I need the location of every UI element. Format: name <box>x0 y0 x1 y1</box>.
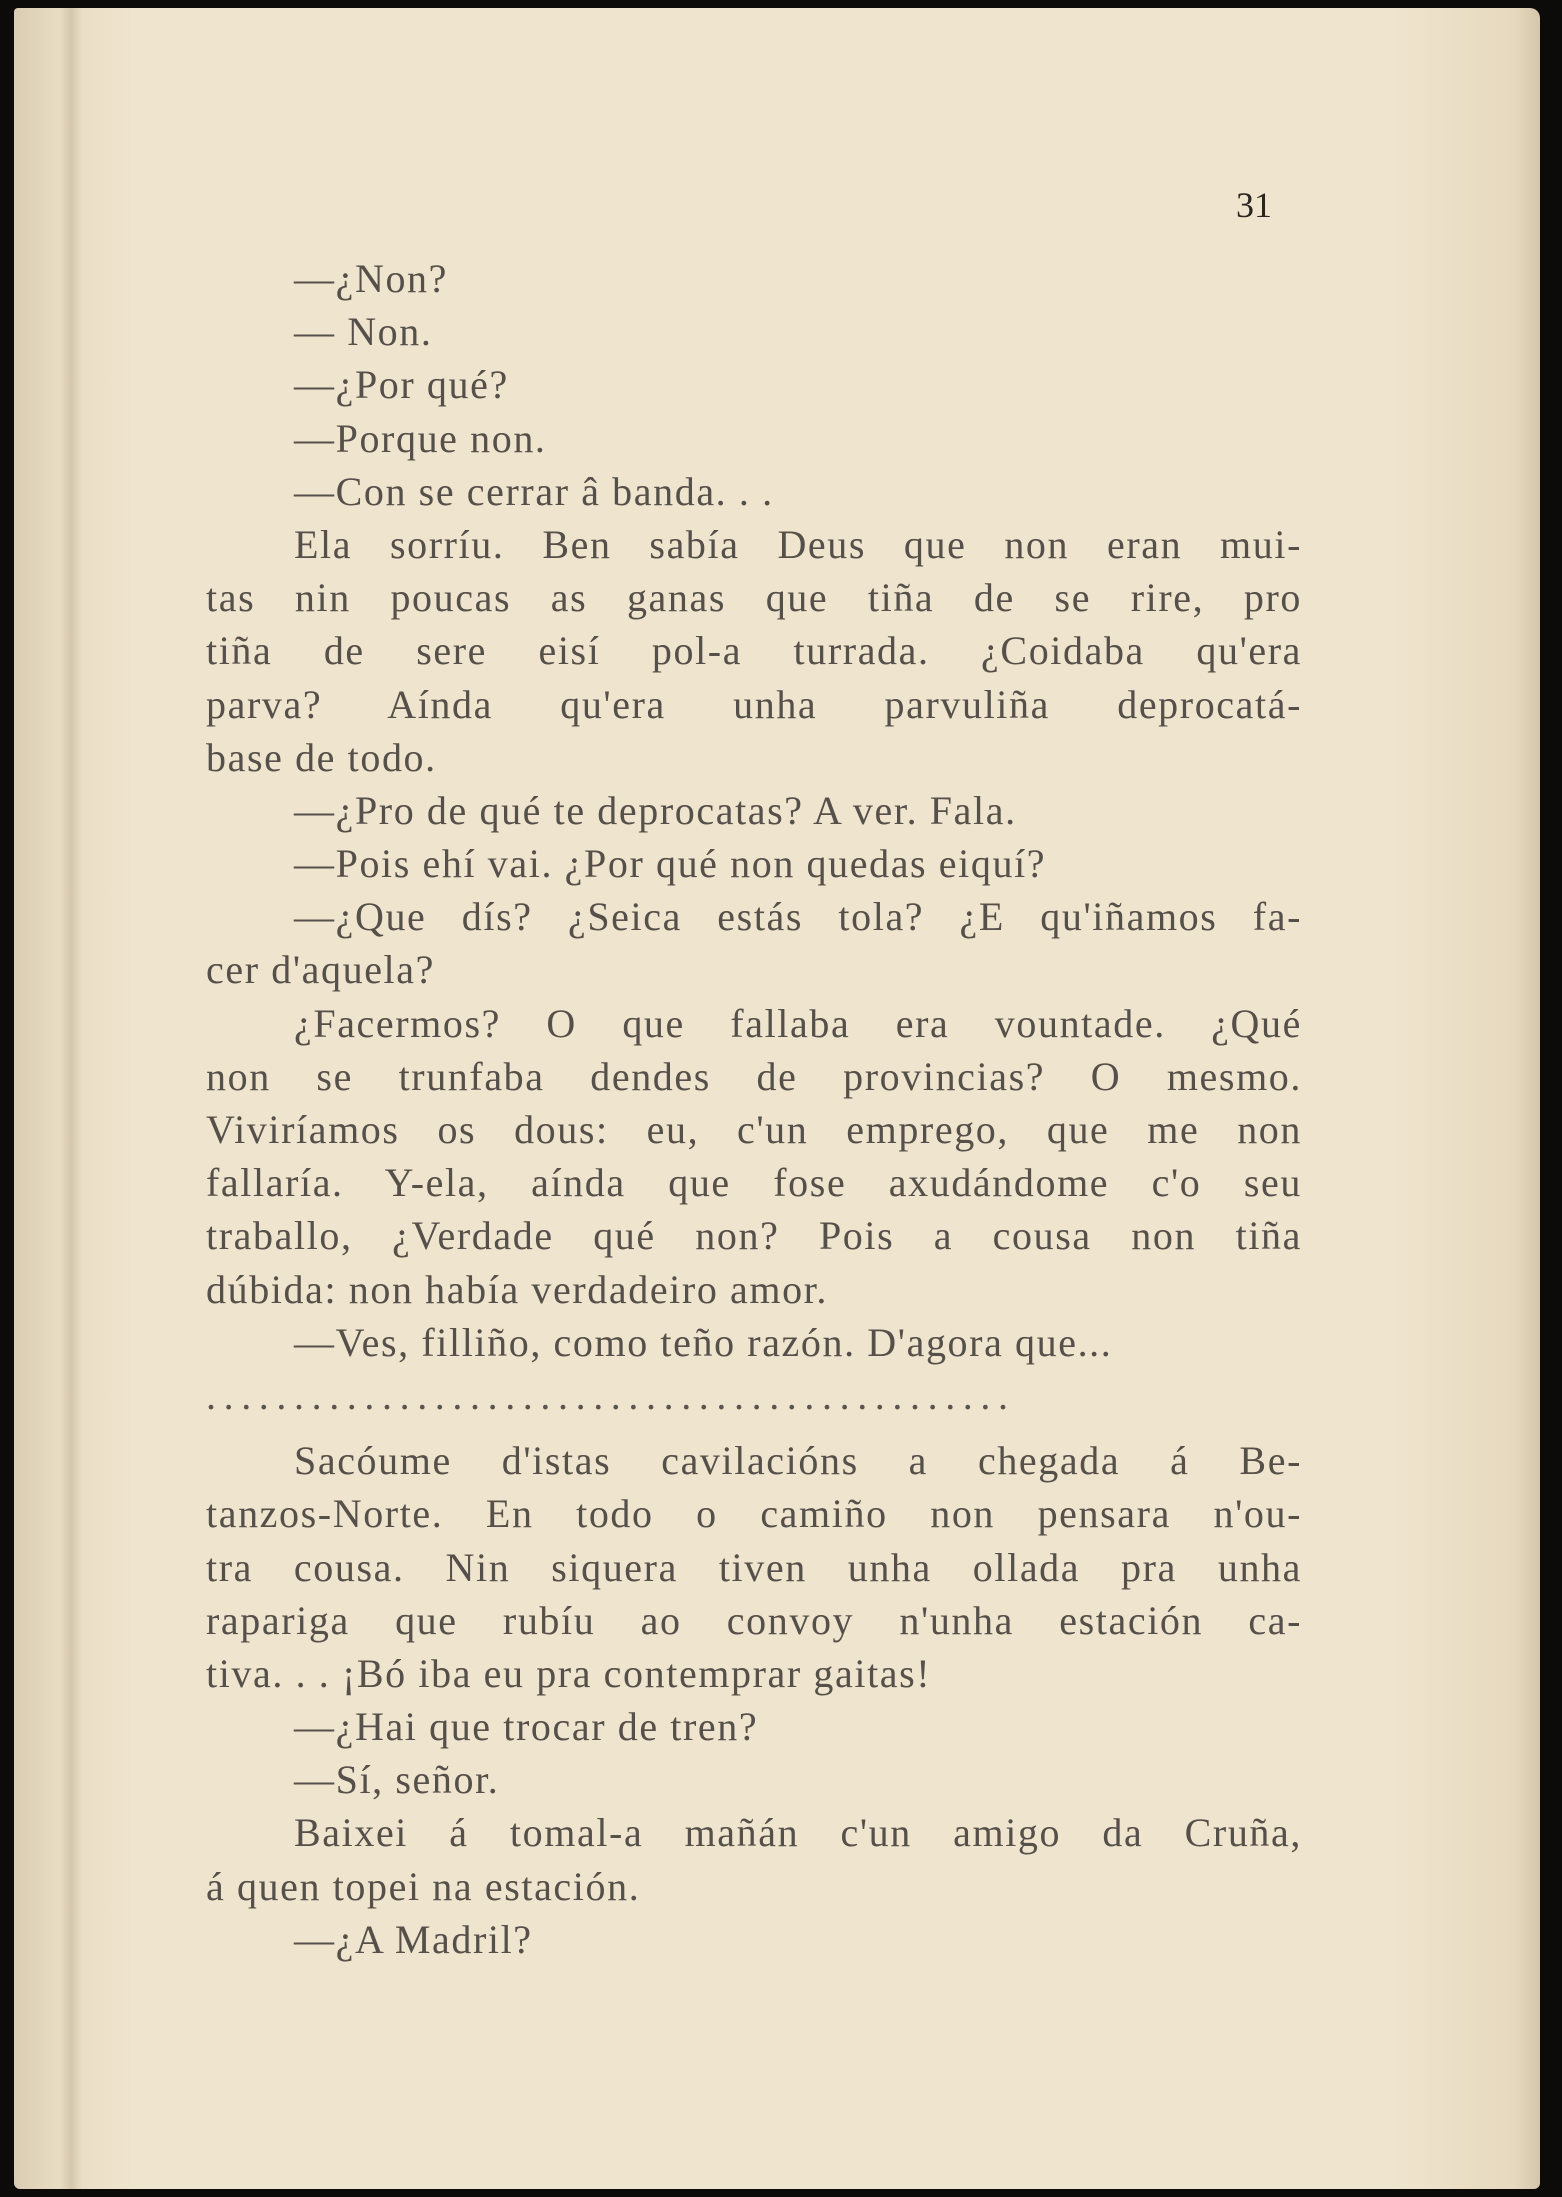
text-block-dialogue <box>206 252 1302 1369</box>
text-line: tra cousa. Nin siquera tiven unha ollada pra unha <box>206 1544 1302 1590</box>
text-line: —Sí, señor. <box>294 1757 500 1803</box>
text-line: tanzos-Norte. En todo o camiño non pensara n'ou- <box>206 1491 1302 1537</box>
text-line: tiva. . . ¡Bó iba eu pra contemprar gaitas! <box>206 1650 932 1696</box>
book-gutter <box>60 8 82 2189</box>
text-line: Viviríamos os dous: eu, c'un emprego, que me non <box>206 1107 1302 1152</box>
text-line: —Pois ehí vai. ¿Por qué non quedas eiquí? <box>294 841 1047 887</box>
text-line: tiña de sere eisí pol-a turrada. ¿Coidaba qu'era <box>206 628 1302 674</box>
text-line: — Non. <box>294 309 433 355</box>
text-line: —¿Pro de qué te deprocatas? A ver. Fala. <box>294 787 1017 833</box>
text-line: —¿Que dís? ¿Seica estás tola? ¿E qu'iñamos fa- <box>294 894 1302 940</box>
text-line: —Con se cerrar â banda. . . <box>294 468 774 514</box>
text-line: Baixei á tomal-a mañán c'un amigo da Cruña, <box>294 1810 1302 1856</box>
section-separator: .............................................. <box>206 1372 1016 1418</box>
book-page <box>14 8 1540 2189</box>
text-line: —Porque non. <box>294 415 547 461</box>
text-line: Ela sorríu. Ben sabía Deus que non eran mui- <box>294 521 1302 567</box>
text-line: —¿Por qué? <box>294 362 509 408</box>
text-line: fallaría. Y-ela, aínda que fose axudándome c'o seu <box>206 1160 1302 1206</box>
text-line: non se trunfaba dendes de provincias? O mesmo. <box>206 1053 1302 1099</box>
text-line: rapariga que rubíu ao convoy n'unha estación ca- <box>206 1597 1302 1643</box>
text-line: —¿A Madril? <box>294 1916 533 1962</box>
text-line: cer d'aquela? <box>206 947 435 993</box>
text-line: parva? Aínda qu'era unha parvuliña deprocatá- <box>206 681 1302 727</box>
text-line: tas nin poucas as ganas que tiña de se rire, pro <box>206 575 1302 621</box>
text-line: base de todo. <box>206 734 437 780</box>
page-text <box>206 252 1302 1966</box>
text-line: —¿Hai que trocar de tren? <box>294 1704 759 1750</box>
text-line: traballo, ¿Verdade qué non? Pois a cousa non tiña <box>206 1213 1302 1259</box>
text-line: ¿Facermos? O que fallaba era vountade. ¿Qué <box>294 1000 1302 1046</box>
text-line: dúbida: non había verdadeiro amor. <box>206 1266 828 1312</box>
text-line: Sacóume d'istas cavilacións a chegada á Be- <box>294 1438 1302 1484</box>
separator-spacer <box>206 1422 1302 1434</box>
text-line: á quen topei na estación. <box>206 1863 641 1909</box>
text-block-narrative <box>206 1434 1302 1966</box>
page-number: 31 <box>1236 185 1272 225</box>
text-line: —¿Non? <box>294 256 448 301</box>
text-line: —Ves, filliño, como teño razón. D'agora que... <box>294 1319 1113 1365</box>
